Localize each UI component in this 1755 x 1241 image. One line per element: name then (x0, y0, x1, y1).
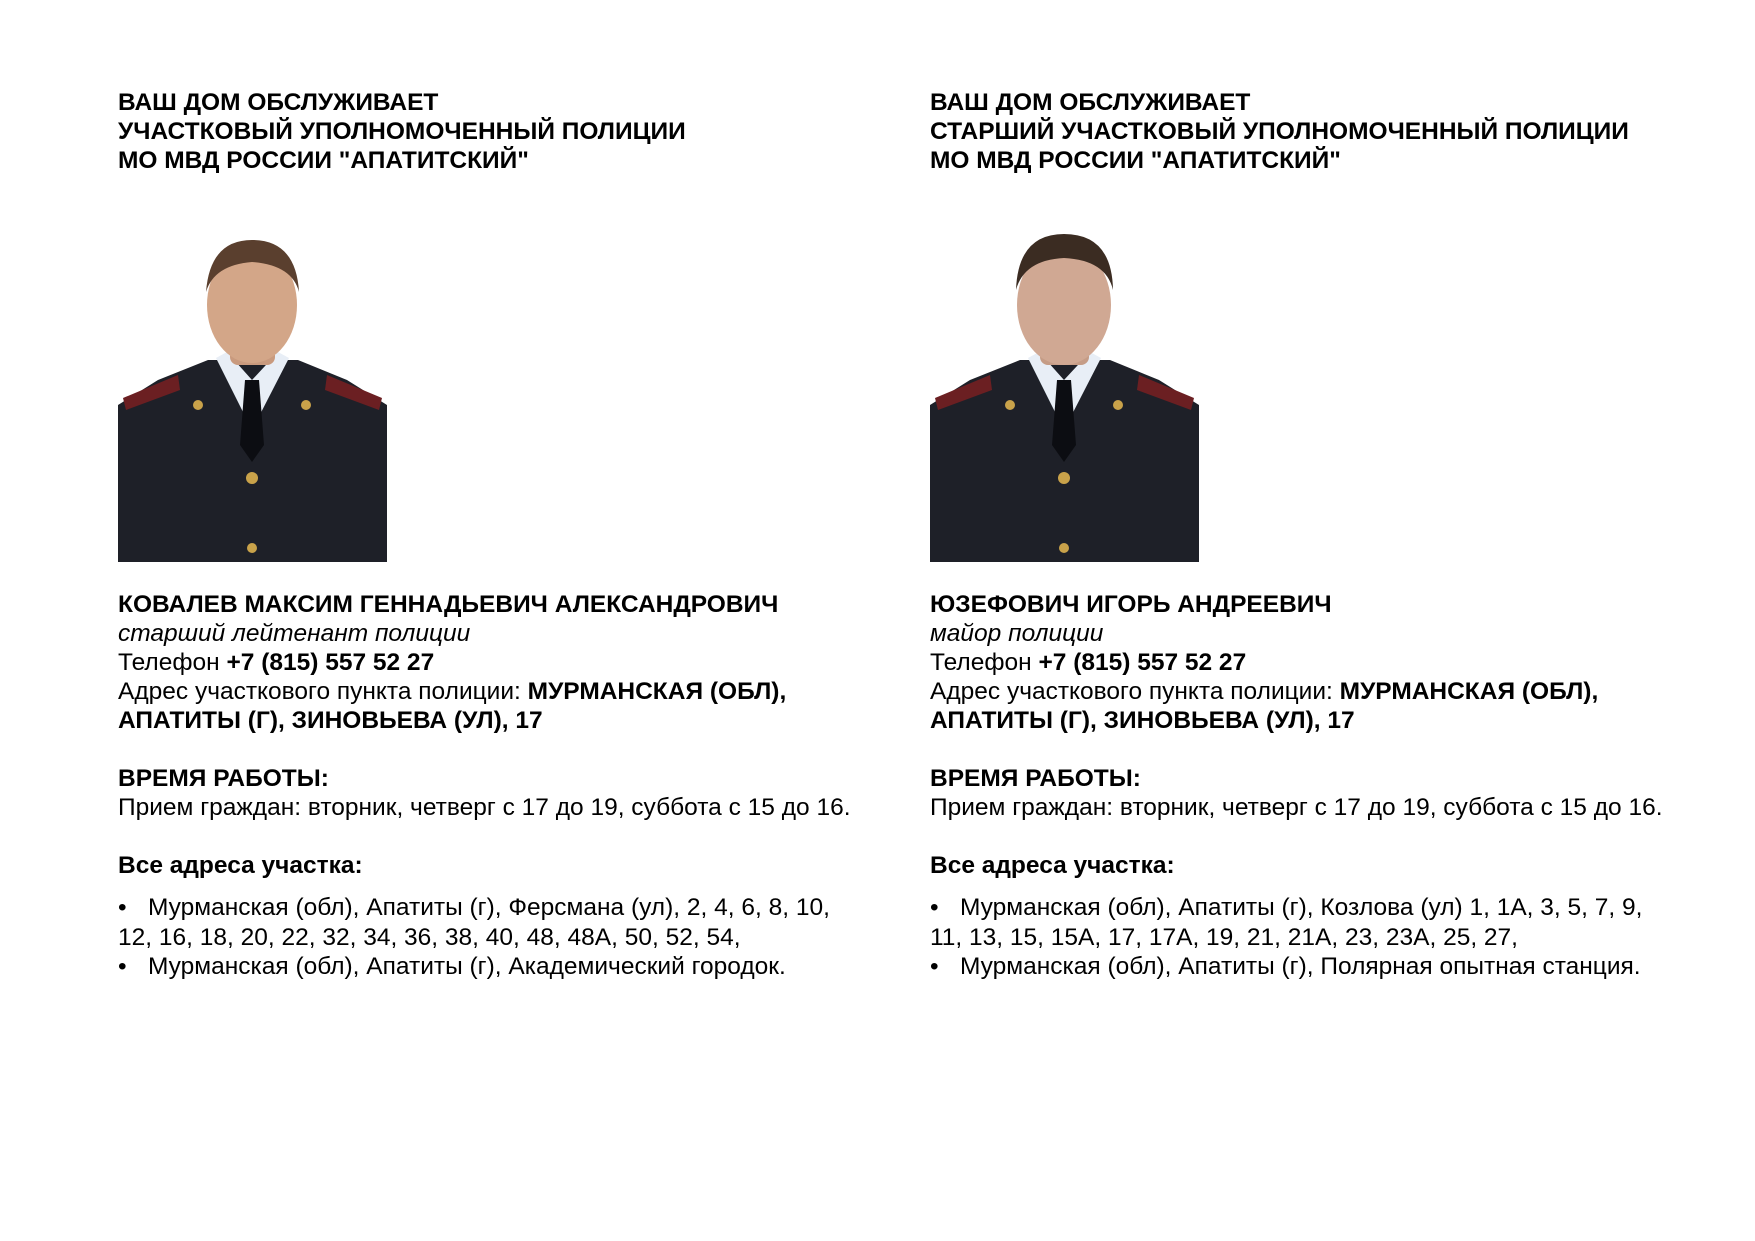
address-value-line1: МУРМАНСКАЯ (ОБЛ), (1339, 678, 1599, 705)
address-value-line2: АПАТИТЫ (Г), ЗИНОВЬЕВА (УЛ), 17 (930, 707, 1355, 734)
list-item-continuation: 12, 16, 18, 20, 22, 32, 34, 36, 38, 40, 48, 48А, 50, 52, 54, (118, 923, 741, 951)
header-line: ВАШ ДОМ ОБСЛУЖИВАЕТ (930, 89, 1251, 116)
list-item (118, 952, 908, 982)
officer-name: ЮЗЕФОВИЧ ИГОРЬ АНДРЕЕВИЧ (930, 591, 1332, 618)
address-text: Мурманская (обл), Апатиты (г), Козлова (ул) 1, 1А, 3, 5, 7, 9, (960, 894, 1643, 921)
officer-photo (118, 230, 387, 562)
phone-number: +7 (815) 557 52 27 (226, 649, 435, 676)
phone-number: +7 (815) 557 52 27 (1038, 649, 1247, 676)
hours-title: ВРЕМЯ РАБОТЫ: (930, 765, 1141, 792)
hours-title: ВРЕМЯ РАБОТЫ: (118, 765, 329, 792)
phone-label: Телефон (118, 649, 227, 676)
bullet: • (930, 894, 939, 921)
header-line: ВАШ ДОМ ОБСЛУЖИВАЕТ (118, 89, 439, 116)
address-value-line1: МУРМАНСКАЯ (ОБЛ), (527, 678, 787, 705)
office-address (118, 677, 908, 735)
list-item (930, 952, 1720, 982)
bullet: • (118, 894, 127, 921)
officer-phone (118, 648, 434, 677)
officer-rank: старший лейтенант полиции (118, 620, 471, 647)
officer-name: КОВАЛЕВ МАКСИМ ГЕННАДЬЕВИЧ АЛЕКСАНДРОВИЧ (118, 591, 779, 618)
header-line: МО МВД РОССИИ "АПАТИТСКИЙ" (930, 147, 1341, 174)
list-item (118, 893, 908, 923)
hours-text: Прием граждан: вторник, четверг с 17 до 19, суббота с 15 до 16. (930, 794, 1663, 821)
address-label: Адрес участкового пункта полиции: (930, 678, 1340, 705)
addresses-title: Все адреса участка: (930, 852, 1175, 879)
officer-phone (930, 648, 1246, 677)
address-label: Адрес участкового пункта полиции: (118, 678, 528, 705)
address-text: Мурманская (обл), Апатиты (г), Ферсмана (ул), 2, 4, 6, 8, 10, (148, 894, 830, 921)
card-header (118, 88, 908, 175)
officer-photo (930, 230, 1199, 562)
bullet: • (930, 953, 939, 980)
list-item (930, 893, 1720, 923)
phone-label: Телефон (930, 649, 1039, 676)
card-header (930, 88, 1720, 175)
header-line: УЧАСТКОВЫЙ УПОЛНОМОЧЕННЫЙ ПОЛИЦИИ (118, 118, 686, 145)
address-text: Мурманская (обл), Апатиты (г), Академический городок. (148, 953, 786, 980)
bullet: • (118, 953, 127, 980)
address-value-line2: АПАТИТЫ (Г), ЗИНОВЬЕВА (УЛ), 17 (118, 707, 543, 734)
office-address (930, 677, 1720, 735)
address-text: Мурманская (обл), Апатиты (г), Полярная опытная станция. (960, 953, 1641, 980)
hours-text: Прием граждан: вторник, четверг с 17 до 19, суббота с 15 до 16. (118, 794, 851, 821)
header-line: МО МВД РОССИИ "АПАТИТСКИЙ" (118, 147, 529, 174)
header-line: СТАРШИЙ УЧАСТКОВЫЙ УПОЛНОМОЧЕННЫЙ ПОЛИЦИИ (930, 118, 1629, 145)
addresses-list (118, 893, 908, 982)
list-item-continuation: 11, 13, 15, 15А, 17, 17А, 19, 21, 21А, 23, 23А, 25, 27, (930, 923, 1518, 951)
addresses-title: Все адреса участка: (118, 852, 363, 879)
addresses-list (930, 893, 1720, 982)
officer-rank: майор полиции (930, 620, 1104, 647)
